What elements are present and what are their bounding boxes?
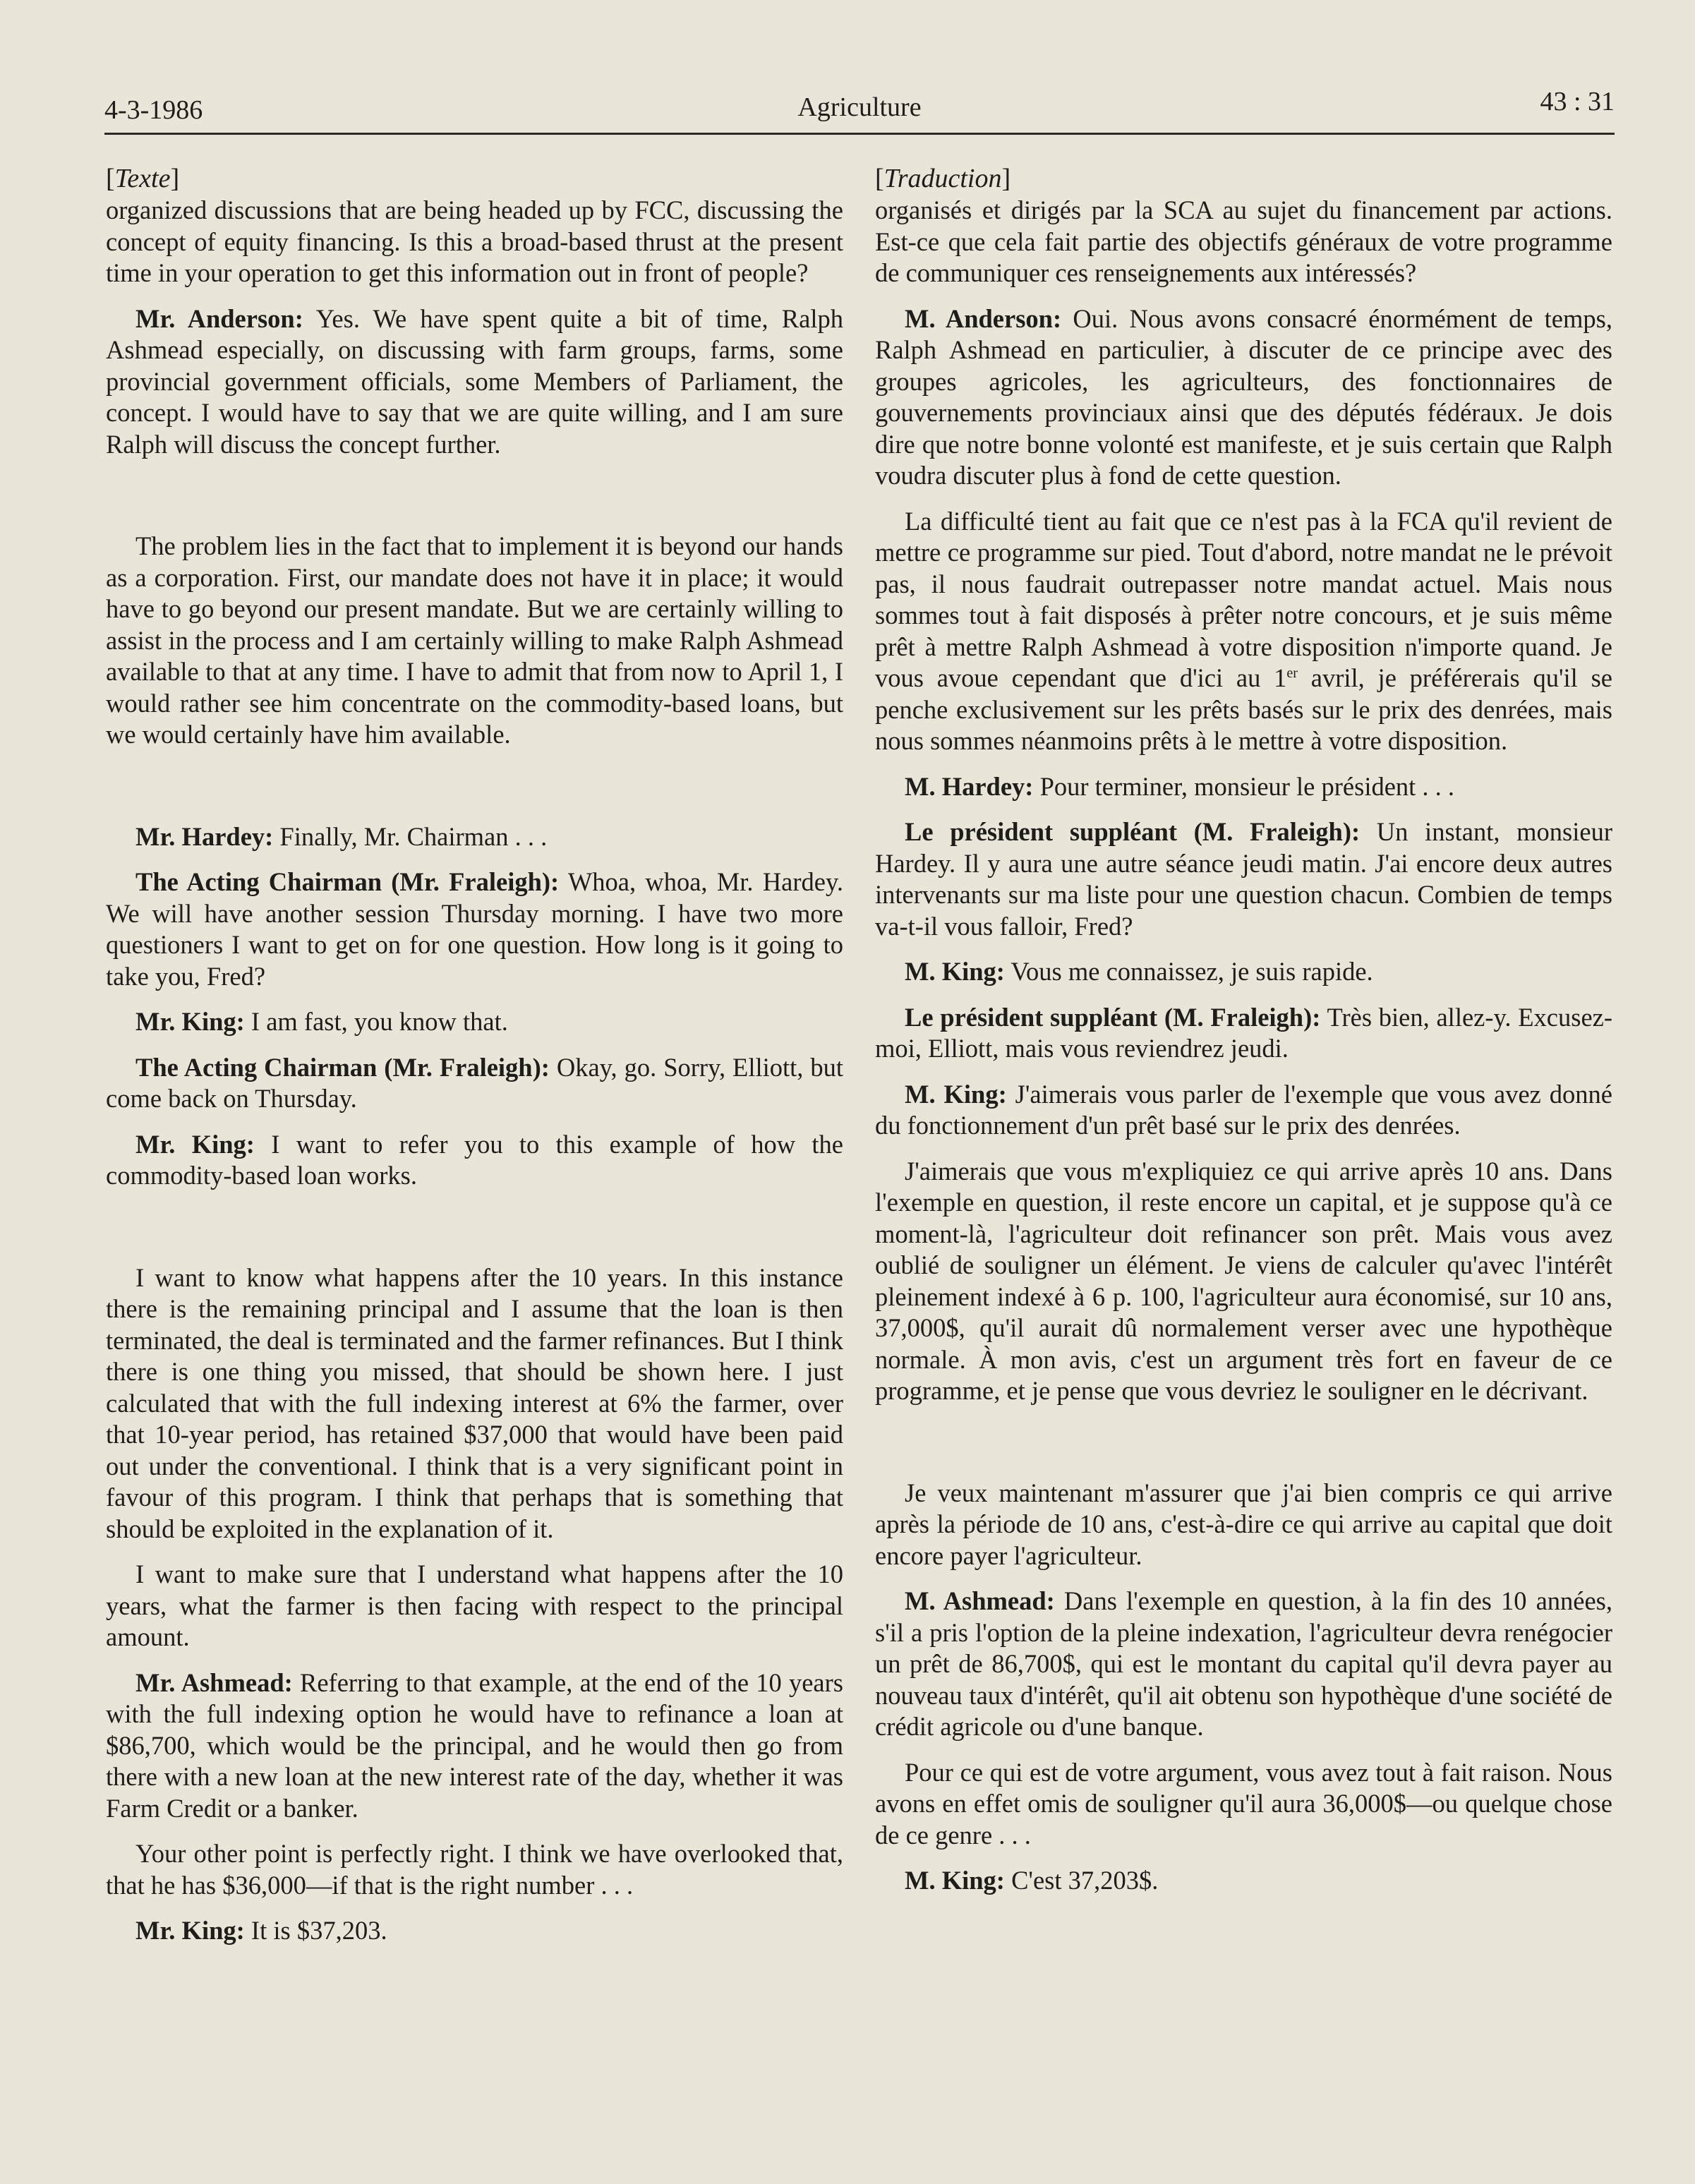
- speaker-label: M. King:: [905, 1079, 1007, 1109]
- speaker-label: The Acting Chairman (Mr. Fraleigh):: [135, 867, 560, 896]
- header-title: Agriculture: [797, 92, 922, 122]
- paragraph: M. King: C'est 37,203$.: [905, 1866, 1159, 1895]
- paragraph: Mr. Anderson: Yes. We have spent quite a bit of time, Ralph Ashmead especially, on discussing with farm groups, farms, some provincial government officials, some Members of Parliament, the concept. I would have to say that we are quite willing, and I am sure Ralph will discuss the concept further.: [106, 303, 843, 459]
- paragraph: Mr. King: I am fast, you know that.: [135, 1007, 508, 1036]
- speaker-label: Mr. King:: [135, 1007, 245, 1036]
- speaker-label: Mr. Hardey:: [135, 821, 274, 851]
- speaker-label: Mr. Ashmead:: [135, 1667, 293, 1697]
- paragraph: organized discussions that are being headed up by FCC, discussing the concept of equity financing. Is this a broad-based thrust at the present time in your operation to get this information out in front of people?: [106, 195, 843, 287]
- paragraph: The Acting Chairman (Mr. Fraleigh): Okay, go. Sorry, Elliott, but come back on Thursday.: [106, 1052, 843, 1113]
- french-column: [875, 162, 1612, 1911]
- speaker-label: M. King:: [905, 957, 1005, 986]
- speaker-label: M. Ashmead:: [905, 1586, 1055, 1615]
- paragraph: I want to know what happens after the 10 years. In this instance there is the remaining principal and I assume that the loan is then terminated, the deal is terminated and the farmer refinances. But I think there is one thing you missed, that should be shown here. I just calculated that with the full indexing interest at 6% the farmer, over that 10-year period, has retained $37,000 that would have been paid out under the conventional. I think that is a very significant point in favour of this program. I think that perhaps that is something that should be exploited in the explanation of it.: [106, 1262, 843, 1543]
- paragraph: Le président suppléant (M. Fraleigh): Un instant, monsieur Hardey. Il y aura une autre séance jeudi matin. J'ai encore deux autres intervenants sur ma liste pour une question chacun. Combien de temps va-t-il vous falloir, Fred?: [875, 817, 1613, 941]
- speaker-label: M. King:: [905, 1866, 1005, 1895]
- speaker-label: Mr. King:: [135, 1916, 245, 1945]
- paragraph: Mr. Ashmead: Referring to that example, at the end of the 10 years with the full indexing option he would have to refinance a loan at $86,700, which would be the principal, and he would then go from there with a new loan at the new interest rate of the day, whether it was Farm Credit or a banker.: [106, 1667, 843, 1823]
- paragraph: The Acting Chairman (Mr. Fraleigh): Whoa, whoa, Mr. Hardey. We will have another session Thursday morning. I have two more questioners I want to get on for one question. How long is it going to take you, Fred?: [106, 867, 843, 991]
- speaker-label: M. Anderson:: [905, 303, 1062, 333]
- speaker-label: M. Hardey:: [905, 771, 1034, 801]
- paragraph: J'aimerais que vous m'expliquiez ce qui arrive après 10 ans. Dans l'exemple en question, il reste encore un capital, et je suppose qu'à ce moment-là, l'agriculteur doit refinancer son prêt. Mais vous avez oublié de souligner un élément. Je viens de calculer qu'avec l'intérêt pleinement indexé à 6 p. 100, l'agriculteur aura économisé, sur 10 ans, 37,000$, qu'il aurait dû normalement verser avec une hypothèque normale. À mon avis, c'est un argument très fort en faveur de ce programme, et je pense que vous devriez le souligner en le décrivant.: [875, 1156, 1612, 1405]
- header-page-number: 43 : 31: [1540, 87, 1615, 116]
- paragraph: Your other point is perfectly right. I think we have overlooked that, that he has $36,000—if that is the right number . . .: [106, 1839, 843, 1900]
- english-column: [106, 162, 843, 1961]
- paragraph: M. Hardey: Pour terminer, monsieur le président . . .: [905, 771, 1455, 801]
- speaker-label: Mr. Anderson:: [135, 303, 303, 333]
- paragraph: organisés et dirigés par la SCA au sujet du financement par actions. Est-ce que cela fait partie des objectifs généraux de votre programme de communiquer ces renseignements aux intéressés?: [875, 195, 1612, 287]
- paragraph: M. Anderson: Oui. Nous avons consacré énormément de temps, Ralph Ashmead en particulier, à discuter de ce principe avec des groupes agricoles, les agriculteurs, des fonctionnaires de gouvernements provinciaux ainsi que des députés fédéraux. Je dois dire que notre bonne volonté est manifeste, et je suis certain que Ralph voudra discuter plus à fond de cette question.: [875, 303, 1612, 490]
- paragraph: Le président suppléant (M. Fraleigh): Très bien, allez-y. Excusez-moi, Elliott, mais vous reviendrez jeudi.: [875, 1002, 1612, 1063]
- paragraph: I want to make sure that I understand what happens after the 10 years, what the farmer is then facing with respect to the principal amount.: [106, 1559, 843, 1651]
- column-tag: [Texte]: [106, 164, 180, 193]
- column-tag: [Traduction]: [875, 164, 1011, 193]
- paragraph: Mr. King: I want to refer you to this example of how the commodity-based loan works.: [106, 1129, 843, 1190]
- paragraph: Pour ce qui est de votre argument, vous avez tout à fait raison. Nous avons en effet omis de souligner qu'il aura 36,000$—ou quelque chose de ce genre . . .: [875, 1757, 1612, 1850]
- page-header: [104, 79, 1615, 135]
- speaker-label: The Acting Chairman (Mr. Fraleigh):: [135, 1052, 550, 1082]
- speaker-label: Le président suppléant (M. Fraleigh):: [905, 1002, 1321, 1032]
- speaker-label: Le président suppléant (M. Fraleigh):: [905, 817, 1361, 846]
- paragraph: Mr. Hardey: Finally, Mr. Chairman . . .: [135, 821, 548, 851]
- header-date: 4-3-1986: [104, 95, 203, 125]
- paragraph: M. King: Vous me connaissez, je suis rapide.: [905, 957, 1373, 986]
- paragraph: The problem lies in the fact that to implement it is beyond our hands as a corporation. First, our mandate does not have it in place; it would have to go beyond our present mandate. But we are certainly willing to assist in the process and I am certainly willing to make Ralph Ashmead available to that at any time. I have to admit that from now to April 1, I would rather see him concentrate on the commodity-based loans, but we would certainly have him available.: [106, 531, 843, 749]
- speaker-label: Mr. King:: [135, 1129, 255, 1159]
- paragraph: Mr. King: It is $37,203.: [135, 1916, 387, 1945]
- paragraph: M. King: J'aimerais vous parler de l'exemple que vous avez donné du fonctionnement d'un prêt basé sur le prix des denrées.: [875, 1079, 1612, 1140]
- paragraph: La difficulté tient au fait que ce n'est pas à la FCA qu'il revient de mettre ce programme sur pied. Tout d'abord, notre mandat ne le prévoit pas, il nous faudrait outrepasser notre mandat actuel. Mais nous sommes tout à fait disposés à prêter notre concours, et je suis même prêt à mettre Ralph Ashmead à votre disposition n'importe quand. Je vous avoue cependant que d'ici au 1er avril, je préférerais qu'il se penche exclusivement sur les prêts basés sur le prix des denrées, mais nous sommes néanmoins prêts à le mettre à votre disposition.: [875, 506, 1612, 755]
- paragraph: Je veux maintenant m'assurer que j'ai bien compris ce qui arrive après la période de 10 ans, c'est-à-dire ce qui arrive au capital que doit encore payer l'agriculteur.: [875, 1478, 1612, 1570]
- paragraph: M. Ashmead: Dans l'exemple en question, à la fin des 10 années, s'il a pris l'option de la pleine indexation, l'agriculteur devra renégocier un prêt de 86,700$, qui est le montant du capital qu'il devra payer au nouveau taux d'intérêt, qu'il ait obtenu son hypothèque d'une société de crédit agricole ou d'une banque.: [875, 1586, 1612, 1741]
